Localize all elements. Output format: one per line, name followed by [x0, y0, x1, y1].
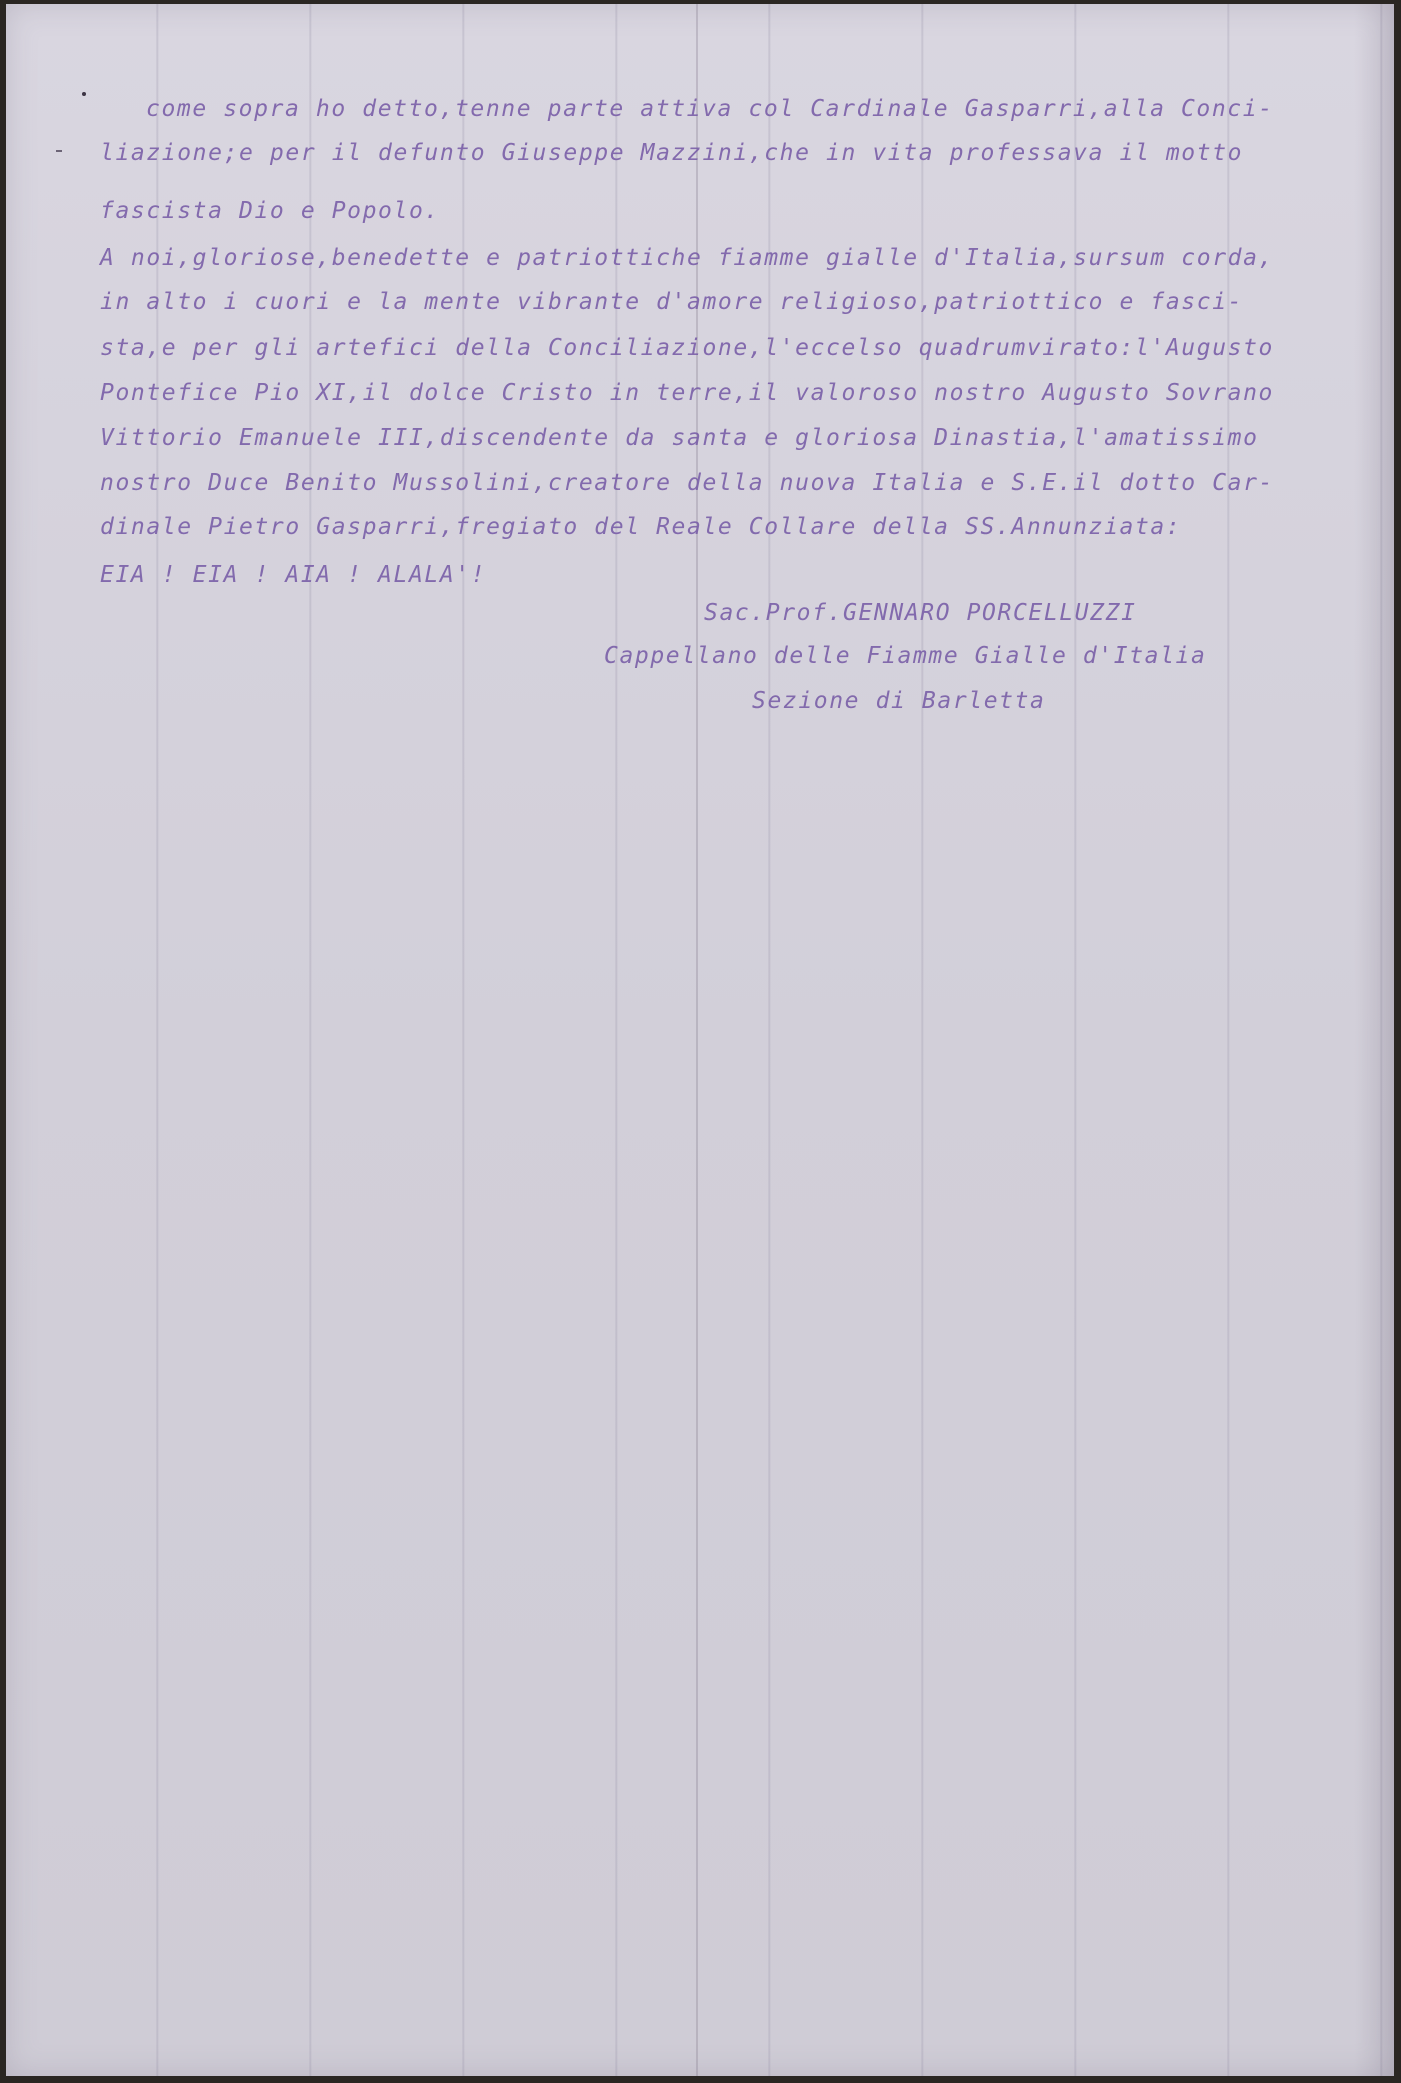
signature-section: Sezione di Barletta — [752, 688, 1046, 714]
ink-dot — [82, 92, 86, 96]
body-line-4: A noi,gloriose,benedette e patriottiche fiamme gialle d'Italia,sursum corda, — [100, 245, 1274, 271]
body-line-1: come sopra ho detto,tenne parte attiva col Cardinale Gasparri,alla Conci- — [146, 96, 1274, 122]
body-line-3: fascista Dio e Popolo. — [100, 198, 440, 224]
body-line-2: liazione;e per il defunto Giuseppe Mazzini,che in vita professava il motto — [100, 140, 1244, 166]
margin-mark — [56, 150, 62, 152]
body-line-8: Vittorio Emanuele III,discendente da santa e gloriosa Dinastia,l'amatissimo — [100, 425, 1259, 451]
signature-role: Cappellano delle Fiamme Gialle d'Italia — [604, 643, 1207, 669]
body-line-7: Pontefice Pio XI,il dolce Cristo in terre,il valoroso nostro Augusto Sovrano — [100, 380, 1274, 406]
paper-edge-shadow — [1354, 4, 1394, 2076]
signature-name: Sac.Prof.GENNARO PORCELLUZZI — [704, 600, 1137, 626]
body-line-5: in alto i cuori e la mente vibrante d'amore religioso,patriottico e fasci- — [100, 289, 1244, 315]
closing-exclamation: EIA ! EIA ! AIA ! ALALA'! — [100, 562, 487, 588]
body-line-10: dinale Pietro Gasparri,fregiato del Reale Collare della SS.Annunziata: — [100, 514, 1182, 540]
body-line-6: sta,e per gli artefici della Conciliazione,l'eccelso quadrumvirato:l'Augusto — [100, 335, 1274, 361]
body-line-9: nostro Duce Benito Mussolini,creatore della nuova Italia e S.E.il dotto Car- — [100, 470, 1274, 496]
